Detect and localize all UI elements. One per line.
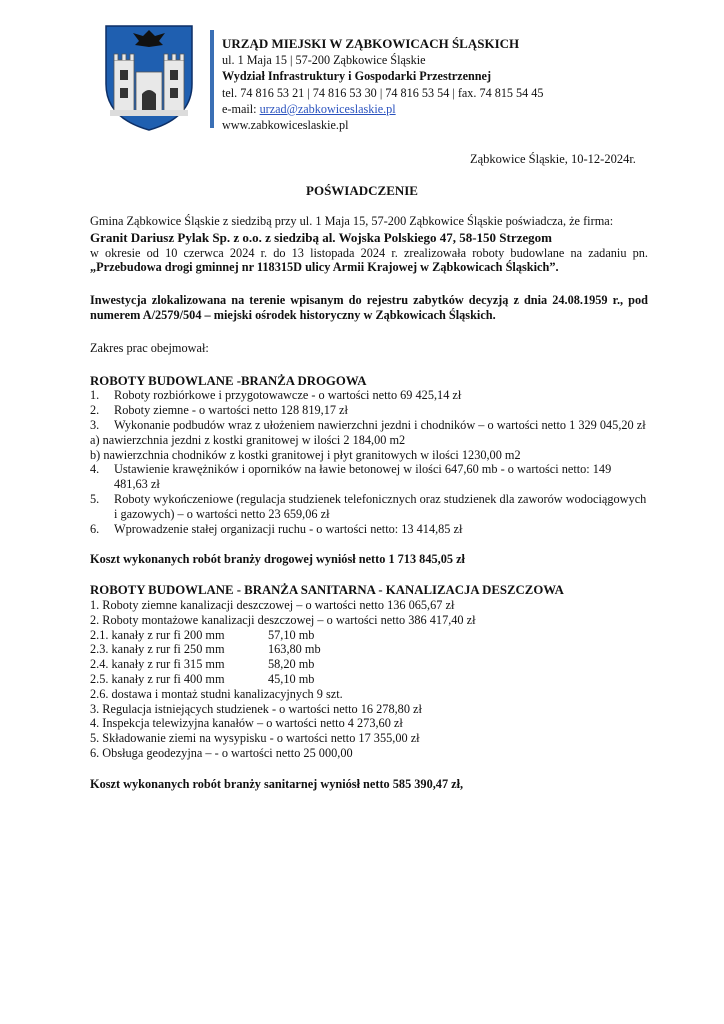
period-text: w okresie od 10 czerwca 2024 r. do 13 listopada 2024 r. zrealizowała roboty budowlane na zadaniu pn. [90, 245, 648, 260]
list-item: 1. Roboty ziemne kanalizacji deszczowej – o wartości netto 136 065,67 zł [90, 597, 455, 612]
road-total: Koszt wykonanych robót branży drogowej wyniósł netto 1 713 845,05 zł [90, 552, 465, 567]
list-item: 1. Roboty rozbiórkowe i przygotowawcze - o wartości netto 69 425,14 zł [90, 388, 462, 403]
header-divider [210, 30, 214, 128]
list-subitem: b) nawierzchnia chodników z kostki granitowej i płyt granitowych w ilości 1230,00 m2 [90, 447, 521, 462]
department-name: Wydział Infrastruktury i Gospodarki Przestrzennej [222, 69, 492, 84]
task-name: „Przebudowa drogi gminnej nr 118315D ulicy Armii Krajowej w Ząbkowicach Śląskich”. [90, 260, 559, 275]
list-item: 4. Inspekcja telewizyjna kanałów – o wartości netto 4 273,60 zł [90, 716, 403, 731]
email-link[interactable]: urzad@zabkowiceslaskie.pl [259, 101, 396, 116]
road-list [90, 388, 648, 536]
list-item: 2.6. dostawa i montaż studni kanalizacyjnych 9 szt. [90, 686, 343, 701]
town-crest-icon [100, 22, 198, 132]
document-body [90, 214, 648, 792]
sanitary-list [90, 598, 648, 761]
sanitary-total: Koszt wykonanych robót branży sanitarnej wyniósł netto 585 390,47 zł, [90, 776, 464, 791]
document-date: Ząbkowice Śląskie, 10-12-2024r. [470, 152, 636, 166]
scope-label: Zakres prac obejmował: [90, 340, 209, 355]
list-item: 3. Wykonanie podbudów wraz z ułożeniem nawierzchni jezdni i chodników – o wartości netto 1 329 045,20 zł [90, 417, 646, 432]
list-item: 2.4. kanały z rur fi 315 mm 58,20 mb [90, 657, 315, 672]
heritage-paragraph: Inwestycja zlokalizowana na terenie wpisanym do rejestru zabytków decyzją z dnia 24.08.1959 r., pod numerem A/2579/504 – miejski ośrodek historyczny w Ząbkowicach Śląskich. [90, 293, 648, 322]
list-item: 3. Regulacja istniejących studzienek - o wartości netto 16 278,80 zł [90, 701, 422, 716]
email-label: e-mail: [222, 101, 260, 116]
list-item: 6. Wprowadzenie stałej organizacji ruchu - o wartości netto: 13 414,85 zł [90, 521, 463, 536]
period-paragraph [90, 246, 648, 276]
list-item: 6. Obsługa geodezyjna – - o wartości netto 25 000,00 [90, 745, 353, 760]
letterhead [222, 36, 543, 133]
list-item: 2.1. kanały z rur fi 200 mm 57,10 mb [90, 627, 315, 642]
intro-paragraph: Gmina Ząbkowice Śląskie z siedzibą przy ul. 1 Maja 15, 57-200 Ząbkowice Śląskie poświadcza, że firma: [90, 214, 614, 228]
list-item: 5. Roboty wykończeniowe (regulacja studzienek telefonicznych oraz studzienek dla zaworów wodociągowych i gazowych) – o wartości netto 23 659,06 zł [90, 491, 647, 521]
office-name: URZĄD MIEJSKI W ZĄBKOWICACH ŚLĄSKICH [222, 36, 520, 51]
sanitary-heading: ROBOTY BUDOWLANE - BRANŻA SANITARNA - KANALIZACJA DESZCZOWA [90, 583, 564, 598]
list-item: 5. Składowanie ziemi na wysypisku - o wartości netto 17 355,00 zł [90, 731, 420, 746]
phone-numbers: tel. 74 816 53 21 | 74 816 53 30 | 74 816 53 54 | fax. 74 815 54 45 [222, 85, 544, 100]
firm-name: Granit Dariusz Pylak Sp. z o.o. z siedzibą al. Wojska Polskiego 47, 58-150 Strzegom [90, 229, 552, 245]
list-subitem: a) nawierzchnia jezdni z kostki granitowej w ilości 2 184,00 m2 [90, 432, 406, 447]
office-address: ul. 1 Maja 15 | 57-200 Ząbkowice Śląskie [222, 53, 426, 68]
list-item: 2. Roboty ziemne - o wartości netto 128 819,17 zł [90, 403, 348, 418]
road-heading: ROBOTY BUDOWLANE -BRANŻA DROGOWA [90, 373, 367, 388]
email-line [222, 101, 543, 117]
list-item: 2.3. kanały z rur fi 250 mm 163,80 mb [90, 642, 321, 657]
website[interactable]: www.zabkowiceslaskie.pl [222, 118, 349, 133]
document-title: POŚWIADCZENIE [306, 183, 418, 198]
list-item: 4. Ustawienie krawężników i oporników na ławie betonowej w ilości 647,60 mb - o wartości netto: 149 481,63 zł [90, 462, 612, 492]
list-item: 2. Roboty montażowe kanalizacji deszczowej – o wartości netto 386 417,40 zł [90, 612, 476, 627]
list-item: 2.5. kanały z rur fi 400 mm 45,10 mb [90, 671, 315, 686]
